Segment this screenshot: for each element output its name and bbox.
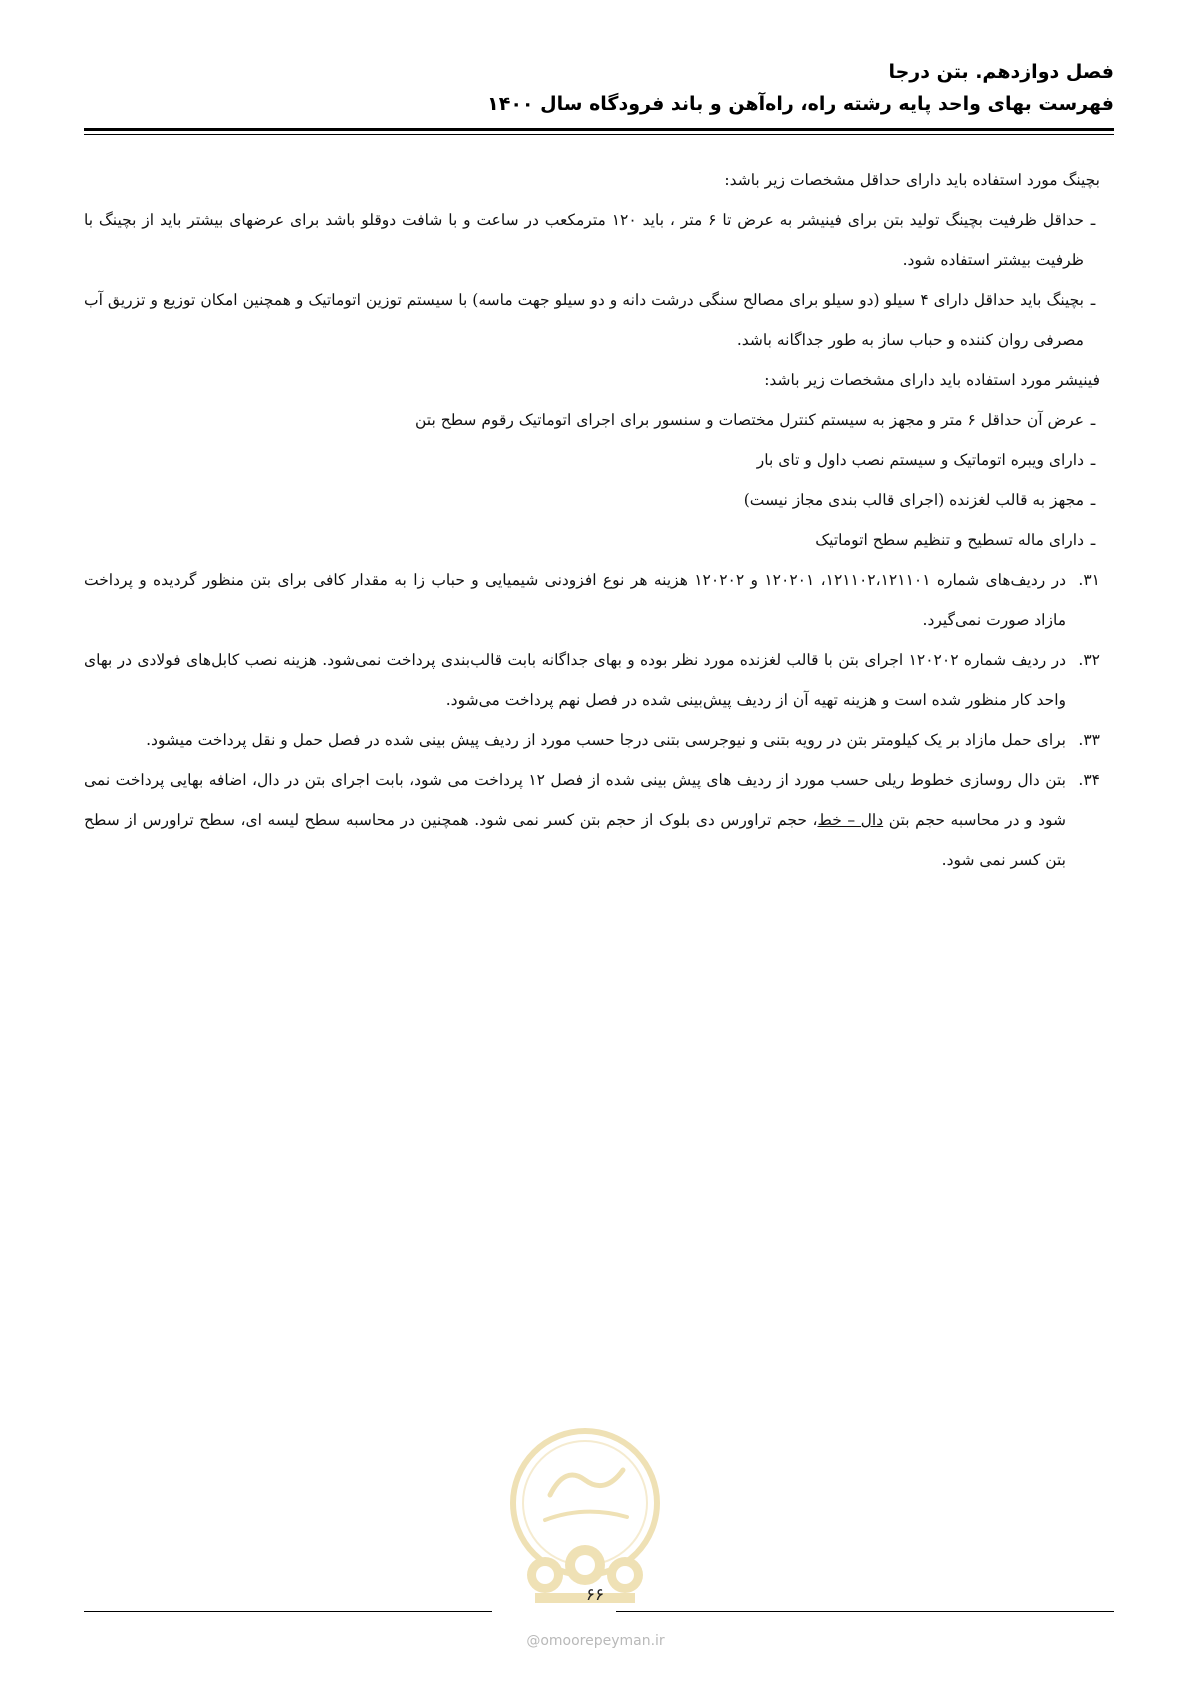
- batching-item-capacity: [84, 200, 1100, 280]
- clause-number: ۳۴.: [1078, 771, 1100, 789]
- bullet-dash: ـ: [1090, 211, 1096, 229]
- finisher-item-text: دارای ویبره اتوماتیک و سیستم نصب داول و تای بار: [756, 451, 1084, 469]
- header-rule-thick: [84, 128, 1114, 131]
- clause-text: برای حمل مازاد بر یک کیلومتر بتن در رویه بتنی و نیوجرسی بتنی درجا حسب مورد از ردیف پیش بینی شده در فصل حمل و نقل پرداخت میشود.: [146, 731, 1066, 749]
- clause-31: [84, 560, 1100, 640]
- clause-number: ۳۳.: [1078, 731, 1100, 749]
- clause-33: [84, 720, 1100, 760]
- bullet-dash: ـ: [1090, 411, 1096, 429]
- clause-text: در ردیف‌های شماره ۱۲۱۱۰۲،۱۲۱۱۰۱، ۱۲۰۲۰۱ و ۱۲۰۲۰۲ هزینه هر نوع افزودنی شیمیایی و حباب زا به مقدار کافی برای بتن منظور گردیده و پرداخت مازاد صورت نمی‌گیرد.: [84, 571, 1066, 629]
- bullet-dash: ـ: [1090, 291, 1096, 309]
- header-rule-thin: [84, 134, 1114, 135]
- website-watermark: @omoorepeyman.ir: [526, 1633, 665, 1649]
- clause-text: در ردیف شماره ۱۲۰۲۰۲ اجرای بتن با قالب لغزنده مورد نظر بوده و بهای جداگانه بابت قالب‌بندی پرداخت نمی‌شود. هزینه نصب کابل‌های فولادی در بهای واحد کار منظور شده است و هزینه تهیه آن از ردیف پیش‌بینی شده در فصل نهم پرداخت می‌شود.: [84, 651, 1066, 709]
- page-header: [84, 56, 1114, 120]
- clause-text-underlined: دال – خط: [817, 811, 884, 829]
- page-number: ۶۶: [585, 1585, 605, 1605]
- clause-number: ۳۱.: [1078, 571, 1100, 589]
- batching-item-text: بچینگ باید حداقل دارای ۴ سیلو (دو سیلو برای مصالح سنگی درشت دانه و دو سیلو جهت ماسه) با سیستم توزین اتوماتیک و همچنین امکان توزیع و تزریق آب مصرفی روان کننده و حباب ساز به طور جداگانه باشد.: [84, 291, 1084, 349]
- clause-text-before: بتن دال روسازی خطوط ریلی حسب مورد از ردیف های پیش بینی شده از فصل ۱۲ پرداخت می شود، بابت اجرای بتن در دال، اضافه بهایی پرداخت نمی شود و در محاسبه حجم بتن: [84, 771, 1067, 829]
- chapter-title: فصل دوازدهم. بتن درجا: [888, 61, 1114, 83]
- body-text: [84, 160, 1100, 880]
- clause-32: [84, 640, 1100, 720]
- footer-rule-left: [84, 1611, 492, 1612]
- finisher-item-text: عرض آن حداقل ۶ متر و مجهز به سیستم کنترل مختصات و سنسور برای اجرای اتوماتیک رقوم سطح بتن: [414, 411, 1084, 429]
- finisher-item-slipform: [84, 480, 1100, 520]
- finisher-item-width: [84, 400, 1100, 440]
- bullet-dash: ـ: [1090, 451, 1096, 469]
- finisher-intro: فینیشر مورد استفاده باید دارای مشخصات زیر باشد:: [764, 371, 1100, 389]
- document-subtitle: فهرست بهای واحد پایه رشته راه، راه‌آهن و باند فرودگاه سال ۱۴۰۰: [487, 93, 1114, 115]
- batching-item-text: حداقل ظرفیت بچینگ تولید بتن برای فینیشر به عرض تا ۶ متر ، باید ۱۲۰ مترمکعب در ساعت و با شافت دوقلو باشد برای عرضهای بیشتر باید از بچینگ با ظرفیت بیشتر استفاده شود.: [84, 211, 1084, 269]
- clause-text-after: ، حجم تراورس دی بلوک از حجم بتن کسر نمی شود. همچنین در محاسبه سطح لیسه ای، سطح تراورس از سطح بتن کسر نمی شود.: [84, 811, 1066, 869]
- finisher-item-leveling: [84, 520, 1100, 560]
- footer-rule-right: [616, 1611, 1114, 1612]
- clause-number: ۳۲.: [1078, 651, 1100, 669]
- clause-34: [84, 760, 1100, 880]
- finisher-item-text: دارای ماله تسطیح و تنظیم سطح اتوماتیک: [815, 531, 1084, 549]
- bullet-dash: ـ: [1090, 491, 1096, 509]
- bullet-dash: ـ: [1090, 531, 1096, 549]
- batching-item-silos: [84, 280, 1100, 360]
- batching-intro: بچینگ مورد استفاده باید دارای حداقل مشخصات زیر باشد:: [724, 171, 1100, 189]
- finisher-item-vibration: [84, 440, 1100, 480]
- finisher-item-text: مجهز به قالب لغزنده (اجرای قالب بندی مجاز نیست): [743, 491, 1084, 509]
